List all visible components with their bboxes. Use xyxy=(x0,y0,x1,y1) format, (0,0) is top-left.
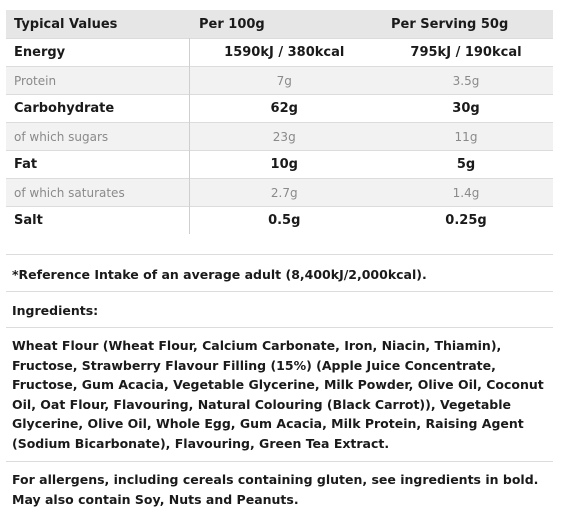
row-per-serving: 30g xyxy=(452,101,480,116)
divider xyxy=(6,327,553,328)
row-per-100g: 23g xyxy=(189,123,379,151)
ingredients-text: Wheat Flour (Wheat Flour, Calcium Carbonate, Iron, Niacin, Thiamin), Fructose, Strawberry Flavour Filling (15%) (Apple Juice Concentrate, Fructose, Gum Acacia, Vegetable Glycerine, Milk Powder, Olive Oil, Coconut Oil, Oat Flour, Flavouring, Natural Colouring (Black Carrot)), Vegetable Glycerine, Olive Oil, Whole Egg, Gum Acacia, Milk Protein, Raising Agent (Sodium Bicarbonate), Flavouring, Green Tea Extract. xyxy=(12,338,544,451)
table-row xyxy=(6,151,553,179)
row-per-100g: 2.7g xyxy=(189,179,379,207)
row-per-100g: 1590kJ / 380kcal xyxy=(189,39,379,67)
table-row xyxy=(6,39,553,67)
divider xyxy=(6,461,553,462)
row-label: Energy xyxy=(14,45,66,60)
row-label: Protein xyxy=(14,73,57,88)
row-per-100g: 0.5g xyxy=(189,207,379,235)
allergen-notice: For allergens, including cereals containing gluten, see ingredients in bold. May also contain Soy, Nuts and Peanuts. xyxy=(12,472,539,507)
row-per-100g: 7g xyxy=(189,67,379,95)
header-per-100g: Per 100g xyxy=(189,10,379,39)
reference-intake-note: *Reference Intake of an average adult (8,400kJ/2,000kcal). xyxy=(12,267,427,282)
nutrition-table xyxy=(6,10,553,234)
header-per-serving: Per Serving 50g xyxy=(379,10,553,39)
divider xyxy=(6,254,553,255)
table-row xyxy=(6,123,553,151)
row-per-serving: 795kJ / 190kcal xyxy=(410,45,522,60)
table-row xyxy=(6,95,553,123)
row-label: of which sugars xyxy=(14,129,109,144)
row-label: of which saturates xyxy=(14,185,125,200)
table-header-row xyxy=(6,10,553,39)
row-per-serving: 11g xyxy=(454,129,478,144)
row-per-serving: 1.4g xyxy=(452,185,480,200)
row-label: Fat xyxy=(14,157,38,172)
row-per-serving: 0.25g xyxy=(445,213,487,228)
row-label: Carbohydrate xyxy=(14,101,115,116)
ingredients-heading: Ingredients: xyxy=(12,303,99,318)
table-row xyxy=(6,67,553,95)
row-label: Salt xyxy=(14,213,43,228)
row-per-100g: 62g xyxy=(189,95,379,123)
table-row xyxy=(6,207,553,235)
row-per-100g: 10g xyxy=(189,151,379,179)
header-typical-values: Typical Values xyxy=(6,10,189,39)
row-per-serving: 3.5g xyxy=(452,73,480,88)
table-row xyxy=(6,179,553,207)
divider xyxy=(6,291,553,292)
row-per-serving: 5g xyxy=(456,157,476,172)
